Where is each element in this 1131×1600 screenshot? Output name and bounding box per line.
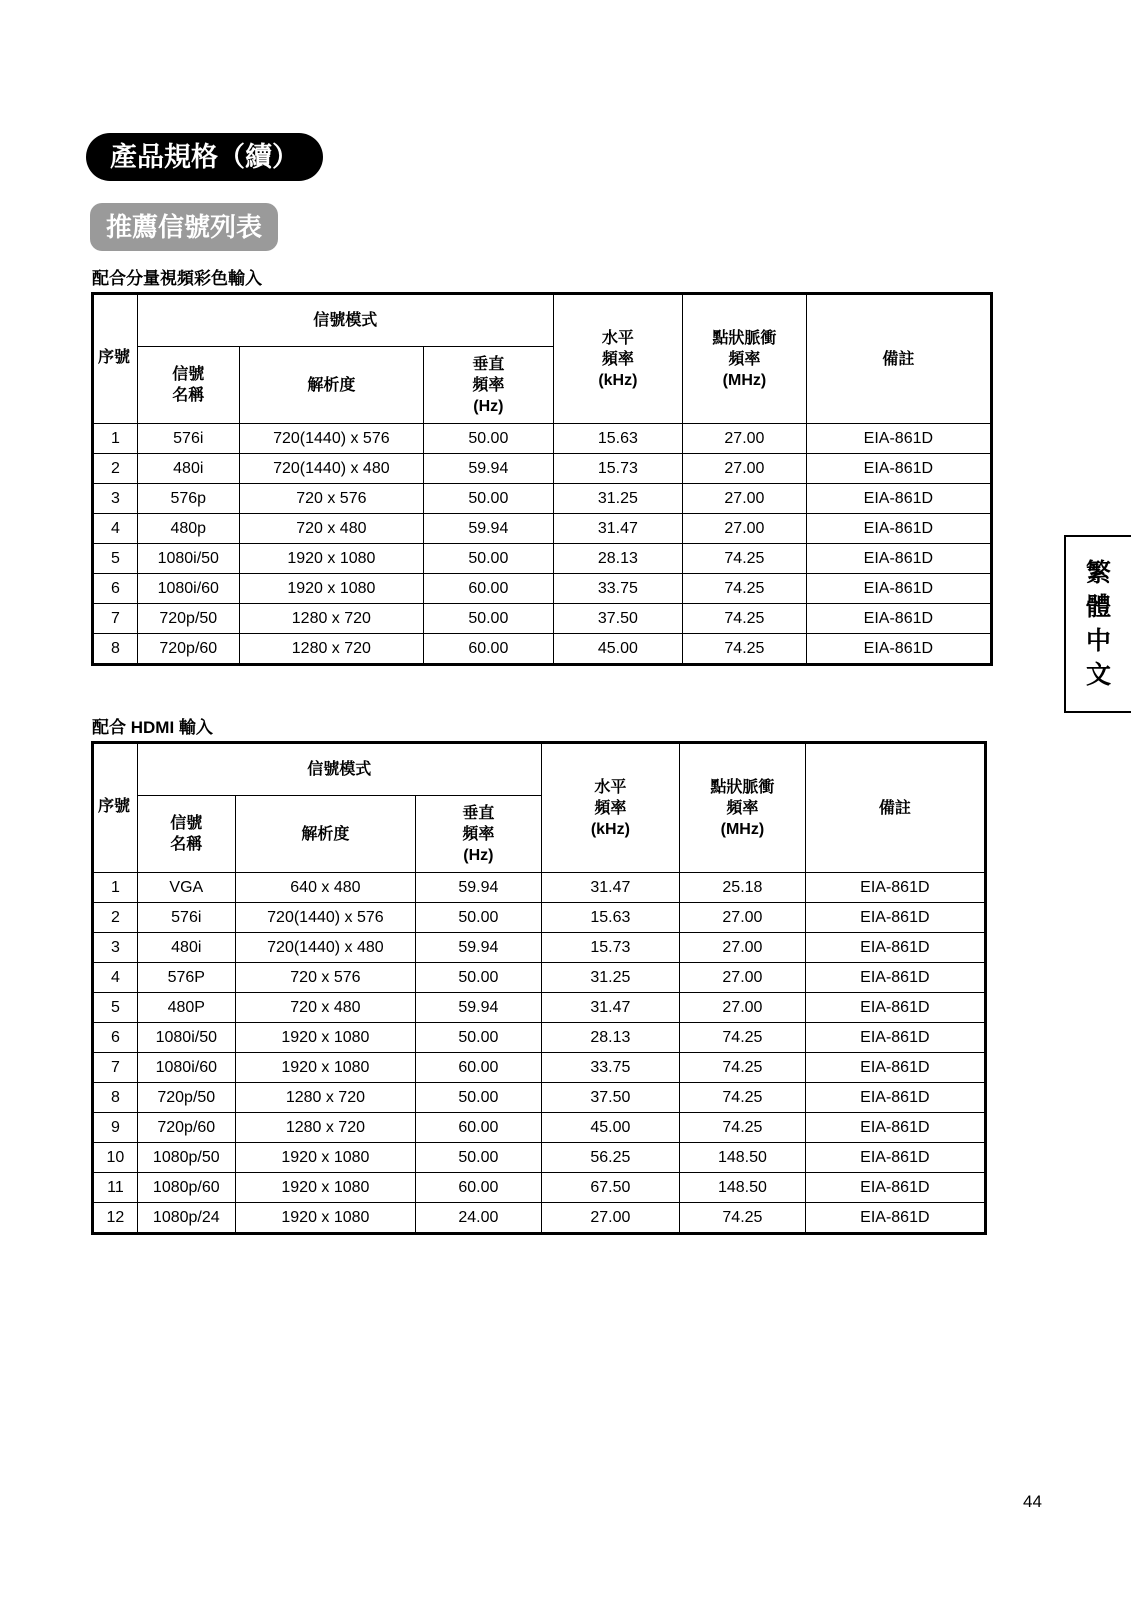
table-row (93, 604, 992, 634)
table-cell: 74.25 (683, 604, 807, 634)
table-cell: 50.00 (416, 963, 542, 993)
side-tab-char: 中 (1085, 627, 1111, 655)
table-cell: 50.00 (416, 1083, 542, 1113)
header-dot-clock: 點狀脈衝 頻率 (MHz) (683, 294, 807, 424)
table-cell: 31.47 (541, 993, 679, 1023)
table-row (93, 424, 992, 454)
header-index: 序號 (93, 294, 138, 424)
table-cell: 1 (93, 424, 138, 454)
table-cell: 480i (137, 454, 239, 484)
side-tab-char: 體 (1085, 593, 1111, 621)
header-signal-name: 信號 名稱 (137, 796, 235, 873)
table-cell: 576P (137, 963, 235, 993)
table-row (93, 1173, 986, 1203)
table-cell: 27.00 (680, 933, 806, 963)
header-signal-mode: 信號模式 (137, 743, 541, 796)
table-cell: 67.50 (541, 1173, 679, 1203)
table-cell: 74.25 (680, 1203, 806, 1234)
section-title: 產品規格（續） (86, 133, 323, 181)
table-cell: EIA-861D (805, 993, 985, 1023)
table-cell: 720p/50 (137, 1083, 235, 1113)
table-cell: 720 x 576 (235, 963, 415, 993)
table-cell: EIA-861D (805, 873, 985, 903)
table-cell: 27.00 (680, 903, 806, 933)
table-cell: 1280 x 720 (239, 604, 423, 634)
table-cell: 74.25 (680, 1023, 806, 1053)
table-cell: EIA-861D (805, 1053, 985, 1083)
table-cell: 8 (93, 1083, 138, 1113)
table-cell: 74.25 (683, 574, 807, 604)
table-cell: 1280 x 720 (235, 1083, 415, 1113)
table-cell: EIA-861D (806, 544, 991, 574)
page-number: 44 (1023, 1492, 1042, 1511)
table-cell: 50.00 (416, 1143, 542, 1173)
table-cell: 4 (93, 963, 138, 993)
table-cell: 1080i/50 (137, 1023, 235, 1053)
table-cell: 148.50 (680, 1173, 806, 1203)
table-cell: 25.18 (680, 873, 806, 903)
table-row (93, 1053, 986, 1083)
table-cell: 1920 x 1080 (235, 1143, 415, 1173)
table-cell: 1920 x 1080 (235, 1173, 415, 1203)
table-row (93, 933, 986, 963)
table-cell: 720(1440) x 576 (239, 424, 423, 454)
header-vfreq: 垂直 頻率 (Hz) (424, 347, 554, 424)
table-cell: EIA-861D (805, 1203, 985, 1234)
table-cell: 1920 x 1080 (235, 1023, 415, 1053)
table-cell: EIA-861D (806, 424, 991, 454)
table-cell: EIA-861D (805, 963, 985, 993)
table-cell: 31.47 (553, 514, 683, 544)
table-cell: 59.94 (416, 873, 542, 903)
table-cell: 1080i/50 (137, 544, 239, 574)
table-cell: 28.13 (553, 544, 683, 574)
table-cell: EIA-861D (805, 1143, 985, 1173)
table-cell: 10 (93, 1143, 138, 1173)
table-cell: 15.73 (553, 454, 683, 484)
table-cell: 1920 x 1080 (239, 574, 423, 604)
table-cell: 720 x 480 (239, 514, 423, 544)
table-cell: 1080i/60 (137, 1053, 235, 1083)
table-cell: 1080p/50 (137, 1143, 235, 1173)
table-row (93, 1143, 986, 1173)
header-remark: 備註 (806, 294, 991, 424)
table-cell: 576i (137, 424, 239, 454)
table-cell: EIA-861D (806, 514, 991, 544)
table-cell: 74.25 (683, 634, 807, 665)
header-resolution: 解析度 (239, 347, 423, 424)
table-cell: VGA (137, 873, 235, 903)
table-row (93, 634, 992, 665)
header-remark: 備註 (805, 743, 985, 873)
header-index: 序號 (93, 743, 138, 873)
table-cell: 60.00 (424, 634, 554, 665)
table-cell: 720 x 480 (235, 993, 415, 1023)
table-cell: 6 (93, 574, 138, 604)
table-cell: 59.94 (424, 454, 554, 484)
table-cell: 1920 x 1080 (235, 1053, 415, 1083)
table-cell: 37.50 (541, 1083, 679, 1113)
table-cell: 7 (93, 1053, 138, 1083)
table-cell: 37.50 (553, 604, 683, 634)
table-cell: 9 (93, 1113, 138, 1143)
table-cell: 1080i/60 (137, 574, 239, 604)
table-row (93, 544, 992, 574)
component-signal-table (91, 292, 993, 666)
table-cell: 1 (93, 873, 138, 903)
table-cell: 27.00 (683, 424, 807, 454)
table-cell: 15.73 (541, 933, 679, 963)
hdmi-signal-table (91, 741, 987, 1235)
table-cell: 50.00 (424, 544, 554, 574)
table-cell: 640 x 480 (235, 873, 415, 903)
table-cell: 50.00 (424, 484, 554, 514)
table-row (93, 993, 986, 1023)
table-cell: 15.63 (541, 903, 679, 933)
table-row (93, 454, 992, 484)
table-cell: 50.00 (416, 1023, 542, 1053)
table-cell: 59.94 (416, 933, 542, 963)
table-cell: 720(1440) x 480 (235, 933, 415, 963)
table-cell: 31.25 (541, 963, 679, 993)
header-resolution: 解析度 (235, 796, 415, 873)
table-row (93, 1023, 986, 1053)
table-cell: 3 (93, 933, 138, 963)
table-cell: 12 (93, 1203, 138, 1234)
table-cell: 8 (93, 634, 138, 665)
table-cell: 74.25 (680, 1113, 806, 1143)
header-vfreq: 垂直 頻率 (Hz) (416, 796, 542, 873)
table-cell: 148.50 (680, 1143, 806, 1173)
section-subtitle: 推薦信號列表 (90, 203, 278, 251)
table-cell: EIA-861D (806, 574, 991, 604)
table-cell: 60.00 (416, 1113, 542, 1143)
table-row (93, 1203, 986, 1234)
table-row (93, 574, 992, 604)
table-cell: EIA-861D (805, 1113, 985, 1143)
table-cell: EIA-861D (806, 604, 991, 634)
table1-caption: 配合分量視頻彩色輸入 (92, 269, 262, 288)
table-cell: 480P (137, 993, 235, 1023)
table-cell: 33.75 (541, 1053, 679, 1083)
table-cell: 1080p/24 (137, 1203, 235, 1234)
table-cell: 720(1440) x 480 (239, 454, 423, 484)
table-cell: 27.00 (680, 963, 806, 993)
table-cell: 31.25 (553, 484, 683, 514)
table-cell: EIA-861D (806, 484, 991, 514)
table-cell: 5 (93, 544, 138, 574)
table-cell: EIA-861D (805, 1173, 985, 1203)
side-tab-char: 文 (1085, 661, 1111, 689)
table-cell: 1920 x 1080 (239, 544, 423, 574)
table-cell: 50.00 (424, 424, 554, 454)
table-cell: 11 (93, 1173, 138, 1203)
table-cell: 56.25 (541, 1143, 679, 1173)
table-row (93, 484, 992, 514)
table-cell: 6 (93, 1023, 138, 1053)
language-side-tab (1064, 535, 1131, 713)
table-cell: 720p/50 (137, 604, 239, 634)
table-cell: 31.47 (541, 873, 679, 903)
table-cell: 7 (93, 604, 138, 634)
table-cell: EIA-861D (805, 903, 985, 933)
table-cell: 24.00 (416, 1203, 542, 1234)
table-cell: 2 (93, 454, 138, 484)
table-cell: 1280 x 720 (239, 634, 423, 665)
table-cell: 3 (93, 484, 138, 514)
table-cell: 27.00 (680, 993, 806, 1023)
table-cell: 720p/60 (137, 1113, 235, 1143)
table-cell: 2 (93, 903, 138, 933)
table-cell: 45.00 (541, 1113, 679, 1143)
table-cell: 60.00 (424, 574, 554, 604)
table-cell: 28.13 (541, 1023, 679, 1053)
table-cell: 720(1440) x 576 (235, 903, 415, 933)
table-cell: 15.63 (553, 424, 683, 454)
table-cell: 1080p/60 (137, 1173, 235, 1203)
table-cell: 576p (137, 484, 239, 514)
table-cell: 480p (137, 514, 239, 544)
table-cell: 50.00 (424, 604, 554, 634)
table-cell: 480i (137, 933, 235, 963)
table-cell: 74.25 (683, 544, 807, 574)
table-cell: 74.25 (680, 1083, 806, 1113)
table-cell: EIA-861D (805, 933, 985, 963)
table-row (93, 1113, 986, 1143)
table-row (93, 873, 986, 903)
header-hfreq: 水平 頻率 (kHz) (541, 743, 679, 873)
table-cell: EIA-861D (806, 634, 991, 665)
header-dot-clock: 點狀脈衝 頻率 (MHz) (680, 743, 806, 873)
table-cell: 33.75 (553, 574, 683, 604)
table-cell: 27.00 (683, 514, 807, 544)
table-row (93, 514, 992, 544)
table-cell: 720 x 576 (239, 484, 423, 514)
table-cell: EIA-861D (805, 1023, 985, 1053)
table-cell: 27.00 (541, 1203, 679, 1234)
table-cell: EIA-861D (806, 454, 991, 484)
table-cell: 60.00 (416, 1053, 542, 1083)
side-tab-char: 繁 (1085, 559, 1111, 587)
table-cell: EIA-861D (805, 1083, 985, 1113)
table-cell: 720p/60 (137, 634, 239, 665)
table-cell: 576i (137, 903, 235, 933)
table-cell: 50.00 (416, 903, 542, 933)
table-cell: 45.00 (553, 634, 683, 665)
table-cell: 1280 x 720 (235, 1113, 415, 1143)
table-cell: 27.00 (683, 454, 807, 484)
table-row (93, 963, 986, 993)
table-cell: 27.00 (683, 484, 807, 514)
table-cell: 59.94 (416, 993, 542, 1023)
table-cell: 1920 x 1080 (235, 1203, 415, 1234)
table2-caption: 配合 HDMI 輸入 (92, 718, 213, 737)
table-row (93, 1083, 986, 1113)
table-cell: 5 (93, 993, 138, 1023)
header-signal-name: 信號 名稱 (137, 347, 239, 424)
table-cell: 74.25 (680, 1053, 806, 1083)
table-cell: 4 (93, 514, 138, 544)
table-row (93, 903, 986, 933)
table-cell: 59.94 (424, 514, 554, 544)
header-signal-mode: 信號模式 (137, 294, 553, 347)
table-cell: 60.00 (416, 1173, 542, 1203)
header-hfreq: 水平 頻率 (kHz) (553, 294, 683, 424)
